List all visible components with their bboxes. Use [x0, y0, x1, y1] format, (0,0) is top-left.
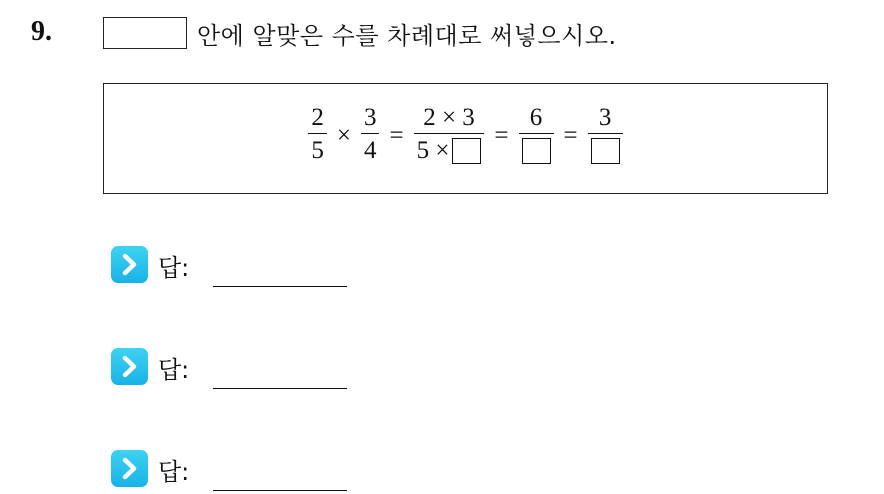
equals-sign: =: [389, 121, 404, 149]
equation: [104, 103, 827, 168]
fraction-1-numerator: 2: [311, 104, 324, 131]
answer-blank-1: [452, 138, 481, 164]
question-number: 9.: [31, 16, 52, 47]
chevron-right-icon: [111, 246, 148, 283]
equals-sign: =: [563, 121, 578, 149]
chevron-right-icon: [111, 348, 148, 385]
fraction-2: [361, 103, 380, 168]
fraction-5-denominator: [588, 134, 623, 168]
answer-line-3[interactable]: [213, 490, 347, 491]
answer-blank-2: [522, 138, 551, 164]
chevron-right-icon: [111, 450, 148, 487]
fraction-4-denominator: [519, 134, 554, 168]
blank-box: [103, 17, 187, 49]
fraction-3: [414, 103, 485, 168]
equals-sign: =: [494, 121, 509, 149]
equation-box: [103, 83, 828, 194]
fraction-2-numerator: 3: [363, 104, 377, 131]
question-instruction: 안에 알맞은 수를 차례대로 써넣으시오.: [197, 22, 617, 50]
answer-line-2[interactable]: [213, 388, 347, 389]
fraction-2-denominator: 4: [363, 137, 377, 164]
answer-label: 답:: [158, 356, 190, 384]
fraction-4-numerator: 6: [529, 104, 543, 131]
fraction-1-denominator: 5: [311, 137, 324, 164]
fraction-1: [308, 103, 327, 168]
answer-label: 답:: [158, 254, 190, 282]
answer-line-1[interactable]: [213, 286, 347, 287]
fraction-3-denominator: [414, 134, 485, 168]
fraction-4: [519, 103, 554, 168]
fraction-5: [588, 103, 623, 168]
answer-label: 답:: [158, 458, 190, 486]
times-sign: ×: [336, 121, 351, 149]
fraction-5-numerator: 3: [598, 104, 612, 131]
answer-blank-3: [591, 138, 620, 164]
fraction-3-numerator: 2 × 3: [423, 104, 475, 131]
fraction-3-denominator-text: 5 ×: [416, 137, 450, 164]
